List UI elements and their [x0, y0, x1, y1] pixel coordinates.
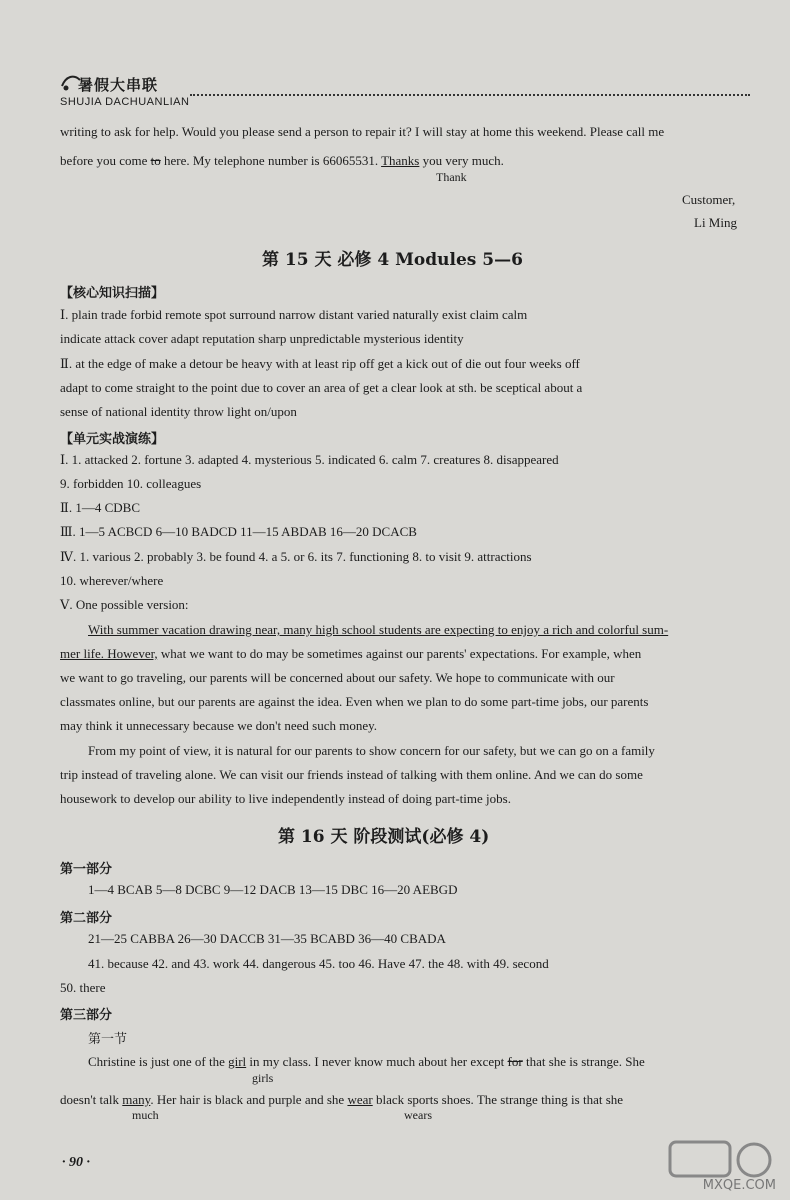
page-number: · 90 ·	[62, 1155, 90, 1170]
practice-line-7: Ⅴ. One possible version:	[60, 597, 189, 612]
part-two-label: 第二部分	[60, 911, 113, 926]
core-line-2: indicate attack cover adapt reputation sharp unpredictable mysterious identity	[60, 331, 464, 346]
correction-text-1: Christine is just one of the girl in my class. I never know much about her except for that she is strange. She	[88, 1054, 645, 1069]
practice-line-6: 10. wherever/where	[60, 573, 164, 588]
practice-line-2: 9. forbidden 10. colleagues	[60, 476, 202, 491]
essay-line-5: may think it unnecessary because we don't need such money.	[60, 718, 378, 733]
section-one-label: 第一节	[88, 1031, 128, 1046]
part-two-answers-2: 41. because 42. and 43. work 44. dangerous 45. too 46. Have 47. the 48. with 49. second	[88, 956, 549, 971]
struck-word: to	[150, 153, 161, 168]
core-knowledge-tag: 【核心知识扫描】	[60, 286, 165, 301]
essay-line-2: mer life. However, what we want to do may be sometimes against our parents' expectations. For example, when	[60, 646, 642, 661]
day15-title: 第 15 天 必修 4 Modules 5—6	[262, 250, 523, 270]
struck-word: for	[507, 1054, 523, 1069]
practice-line-5: Ⅳ. 1. various 2. probably 3. be found 4. a 5. or 6. its 7. functioning 8. to visit 9. attractions	[60, 549, 532, 564]
essay-line-7: trip instead of traveling alone. We can visit our friends instead of talking with them online. And we can do some	[60, 767, 643, 782]
core-line-1: Ⅰ. plain trade forbid remote spot surround narrow distant varied naturally exist claim calm	[60, 307, 528, 322]
correction-text-2: doesn't talk many. Her hair is black and purple and she wear black sports shoes. The strange thing is that she	[60, 1092, 624, 1107]
header-divider	[190, 94, 750, 96]
letter-line-1: writing to ask for help. Would you please send a person to repair it? I will stay at home this weekend. Please call me	[60, 124, 665, 139]
letter-line-2: before you come to here. My telephone number is 66065531. Thanks you very much.	[60, 153, 504, 168]
unit-practice-tag: 【单元实战演练】	[60, 432, 165, 447]
essay-line-1: With summer vacation drawing near, many high school students are expecting to enjoy a rich and colorful sum-	[88, 622, 669, 637]
page-header	[60, 72, 750, 112]
part-two-answers-3: 50. there	[60, 980, 106, 995]
practice-line-4: Ⅲ. 1—5 ACBCD 6—10 BADCD 11—15 ABDAB 16—20 DCACB	[60, 524, 417, 539]
part-one-label: 第一部分	[60, 862, 113, 877]
letter-closing: Customer,	[682, 192, 736, 207]
letter-signature: Li Ming	[694, 215, 737, 230]
correction-girls: girls	[252, 1071, 274, 1085]
essay-line-4: classmates online, but our parents are against the idea. Even when we plan to do some part-time jobs, our parents	[60, 694, 649, 709]
header-title: 暑假大串联	[78, 76, 159, 94]
correction-much: much	[132, 1108, 159, 1122]
correction-wears: wears	[404, 1108, 432, 1122]
core-line-5: sense of national identity throw light on/upon	[60, 404, 297, 419]
essay-line-8: housework to develop our ability to live independently instead of doing part-time jobs.	[60, 791, 511, 806]
essay-line-3: we want to go traveling, our parents will be concerned about our safety. We hope to communicate with our	[60, 670, 615, 685]
part-two-answers-1: 21—25 CABBA 26—30 DACCB 31—35 BCABD 36—40 CBADA	[88, 931, 446, 946]
part-one-answers: 1—4 BCAB 5—8 DCBC 9—12 DACB 13—15 DBC 16—20 AEBGD	[88, 882, 458, 897]
day16-title: 第 16 天 阶段测试(必修 4)	[278, 827, 490, 847]
header-subtitle: SHUJIA DACHUANLIAN	[60, 96, 190, 108]
practice-line-3: Ⅱ. 1—4 CDBC	[60, 500, 140, 515]
practice-line-1: Ⅰ. 1. attacked 2. fortune 3. adapted 4. mysterious 5. indicated 6. calm 7. creatures 8. disappeared	[60, 452, 559, 467]
error-word: Thanks	[381, 153, 420, 168]
correction-note: Thank	[436, 170, 467, 184]
core-line-3: Ⅱ. at the edge of make a detour be heavy with at least rip off get a kick out of die out four weeks off	[60, 356, 580, 371]
core-line-4: adapt to come straight to the point due to cover an area of get a clear look at sth. be sceptical about a	[60, 380, 583, 395]
essay-line-6: From my point of view, it is natural for our parents to show concern for our safety, but we can go on a family	[88, 743, 655, 758]
watermark-text: MXQE.COM	[702, 1178, 776, 1193]
part-three-label: 第三部分	[60, 1008, 113, 1023]
